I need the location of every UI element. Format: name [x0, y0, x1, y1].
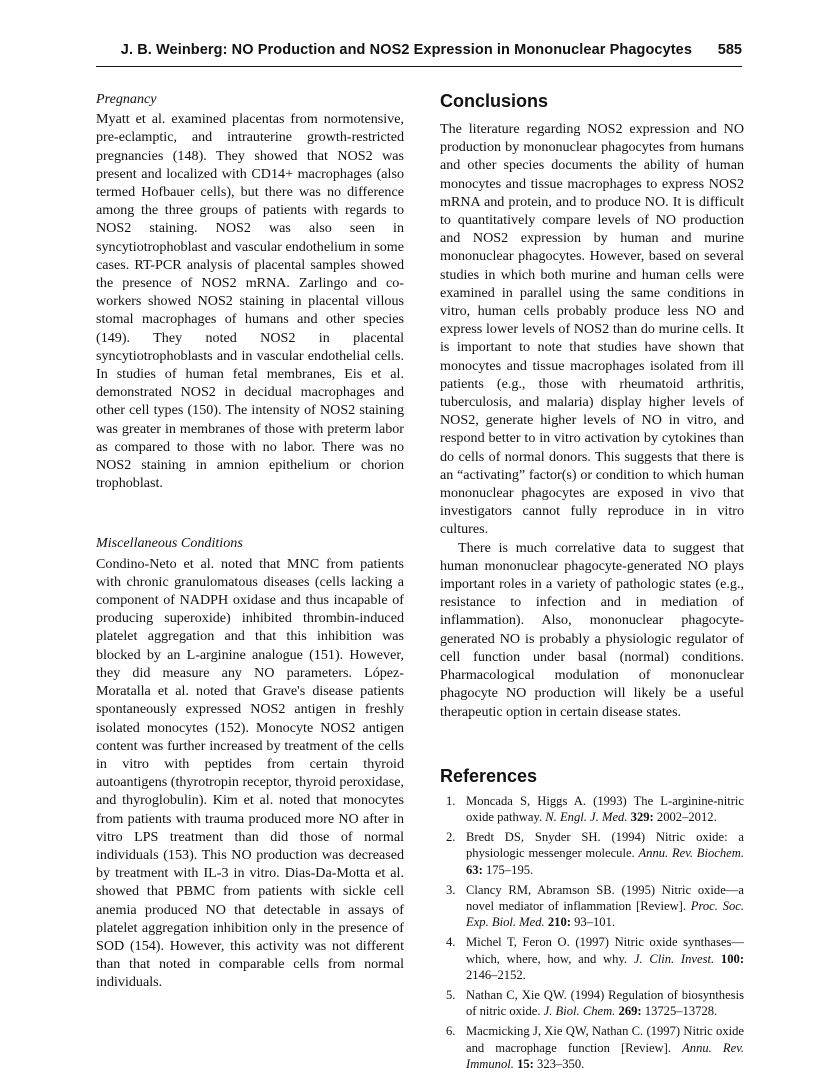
section-pregnancy [96, 90, 404, 492]
misc-heading: Miscellaneous Conditions [96, 535, 243, 552]
pregnancy-paragraph: Myatt et al. examined placentas from normotensive, pre-eclamptic, and intrauterine growth-restricted pregnancies (148). They showed that NOS2 was present and localized with CD14+ macrophages (also termed Hofbauer cells), but there was no difference among the three groups of patients with regards to NOS2 staining. NOS2 was also seen in syncytiotrophoblast and vascular endothelium in some cases. RT-PCR analysis of placental samples showed the presence of NOS2 mRNA. Zarlingo and co-workers showed NOS2 staining in placental villous stomal macrophages of humans and other species (149). They noted NOS2 in placental syncytiotrophoblasts and in vascular endothelial cells. In studies of human fetal membranes, Eis et al. demonstrated NOS2 in decidual macrophages and other cell types (150). The intensity of NOS2 staining was greater in membranes of those with preterm labor as compared to those with no labor. There was no NOS2 staining in amnion epithelium or chorion trophoblast. [96, 111, 404, 492]
reference-item: 2. Bredt DS, Snyder SH. (1994) Nitric oxide: a physiologic messenger molecule. Annu. Rev. Biochem. 63: 175–195. [446, 830, 745, 877]
pregnancy-heading: Pregnancy [96, 91, 157, 107]
header-rule [96, 66, 742, 67]
conclusions-paragraph-1: The literature regarding NOS2 expression and NO production by mononuclear phagocytes from humans and other species documents the ability of human monocytes and tissue macrophages to express NOS2 mRNA and protein, and to produce NO. It is difficult to quantitatively compare levels of NO production and NOS2 expression by human and murine mononuclear phagocytes. However, based on several studies in which both murine and human cells were examined in parallel using the same conditions in vitro, human cells probably produce less NO and express lower levels of NOS2 than do murine cells. It is important to note that studies have shown that monocytes and tissue macrophages isolated from ill patients (e.g., those with rheumatoid arthritis, tuberculosis, and malaria) display higher levels of NOS2, generate higher levels of NO in vitro, and respond better to in vitro activation by cytokines than do cells of normal donors. This suggests that there is an “activating” factor(s) or condition to which human mononuclear phagocytes are exposed in vivo that investigators cannot fully reproduce in in vitro cultures. [440, 121, 744, 538]
section-conclusions [440, 90, 744, 721]
reference-item: 3. Clancy RM, Abramson SB. (1995) Nitric oxide—a novel mediator of inflammation [Review]. Proc. Soc. Exp. Biol. Med. 210: 93–101. [446, 882, 744, 930]
running-title: J. B. Weinberg: NO Production and NOS2 Expression in Mononuclear Phagocytes [120, 42, 692, 58]
misc-paragraph: Condino-Neto et al. noted that MNC from patients with chronic granulomatous diseases (cells lacking a component of NADPH oxidase and thus incapable of producing superoxide) inhibited thrombin-induced platelet aggregation and that this inhibition was blocked by an L-arginine analogue (151). However, they did measure any NO parameters. López-Moratalla et al. noted that Grave's disease patients spontaneously expressed NOS2 antigen in freshly isolated monocytes (152). Monocyte NOS2 antigen content was further increased by treatment of the cells in vitro with peptides from certain thyroid autoantigens (thyrotropin receptor, thyroid peroxidase, and thyroglobulin). Kim et al. noted that monocytes from patients with trauma produced more NO after in vitro LPS treatment than did those of normal individuals (153). This NO production was decreased by treatment with IL-3 in vitro. Dias-Da-Motta et al. showed that PBMC from patients with sickle cell anemia produced NO that detectable in assays of platelet aggregation inhibition only in the presence of SOD (154). However, this activity was not different than that noted in comparable cells from normal individuals. [96, 555, 404, 991]
reference-item: 4. Michel T, Feron O. (1997) Nitric oxide synthases—which, where, how, and why. J. Clin. Invest. 100: 2146–2152. [446, 935, 745, 982]
running-header [96, 40, 742, 70]
section-references [440, 765, 744, 1072]
right-column [440, 90, 744, 1076]
conclusions-heading: Conclusions [440, 91, 549, 111]
reference-item: 5. Nathan C, Xie QW. (1994) Regulation of biosynthesis of nitric oxide. J. Biol. Chem. 269: 13725–13728. [446, 987, 744, 1019]
references-heading: References [440, 765, 538, 786]
conclusions-paragraph-2: There is much correlative data to suggest that human mononuclear phagocyte-generated NO plays important roles in a variety of pathologic states (e.g., resistance to infection and in mediation of inflammation). Also, mononuclear phagocyte-generated NO is probably a physiologic regulator of cell function under basal (normal) conditions. Pharmacological modulation of mononuclear phagocyte NO production will likely be a useful therapeutic option in certain disease states. [440, 539, 744, 720]
reference-item: 1. Moncada S, Higgs A. (1993) The L-arginine-nitric oxide pathway. N. Engl. J. Med. 329: 2002–2012. [446, 793, 744, 824]
reference-item: 6. Macmicking J, Xie QW, Nathan C. (1997) Nitric oxide and macrophage function [Review]. Annu. Rev. Immunol. 15: 323–350. [446, 1024, 745, 1071]
left-column [96, 90, 404, 992]
page-number: 585 [717, 42, 742, 58]
section-misc-conditions [96, 534, 404, 991]
reference-list [440, 793, 744, 1072]
